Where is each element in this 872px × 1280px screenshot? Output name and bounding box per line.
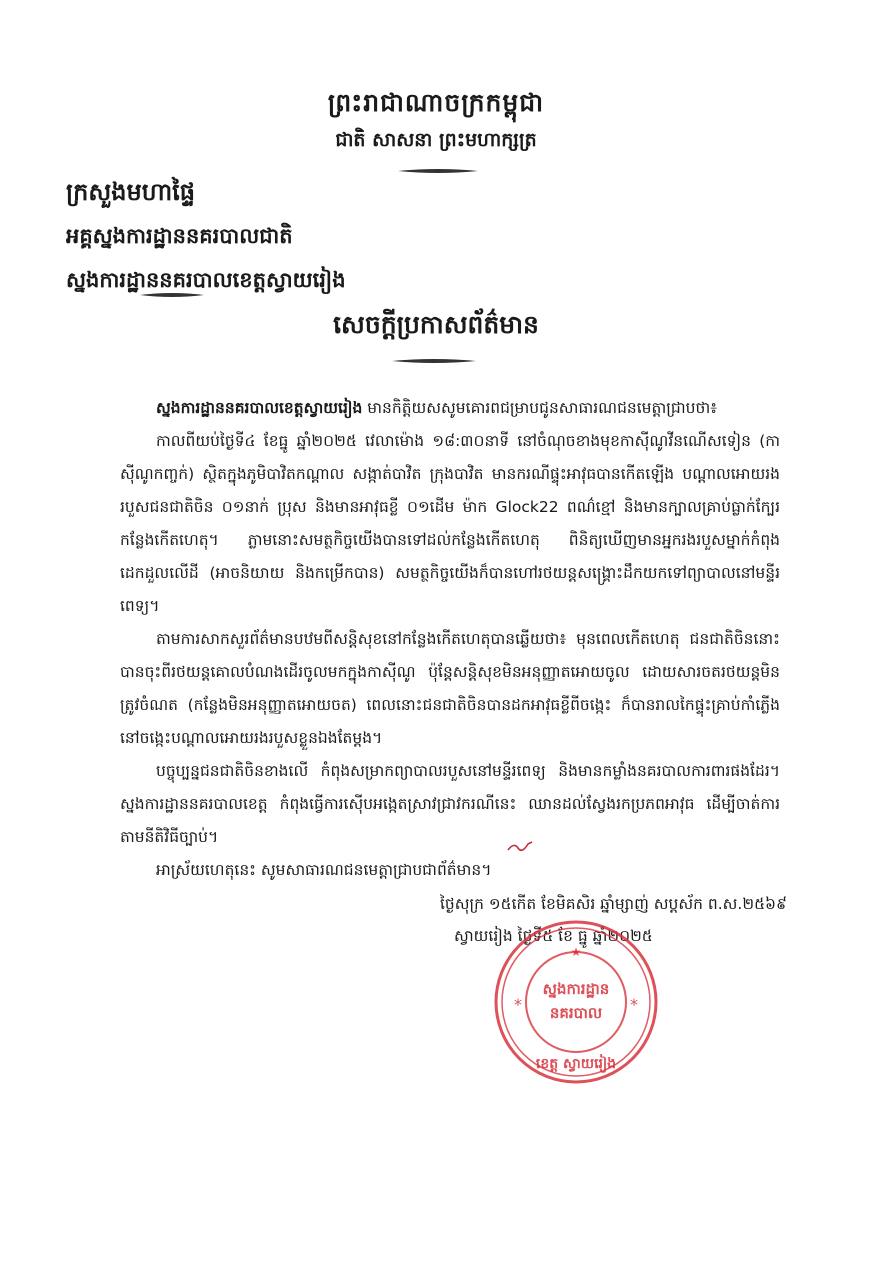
svg-text:*: * xyxy=(630,995,638,1014)
status-paragraph: បច្ចុប្បន្នជនជាតិចិនខាងលើ កំពុងសម្រាកព្យាបាលរបួសនៅមន្ទីរពេទ្យ និងមានកម្លាំងនគរបាលការពារផងដែរ។ ស្នងការដ្ឋាននគរបាលខេត្ត កំពុងធ្វើការស៊ើបអង្កេតស្រាវជ្រាវករណីនេះ ឈានដល់ស្វែងរកប្រភពអាវុធ ដើម្បីចាត់ការតាមនីតិវិធីច្បាប់។ xyxy=(120,762,780,846)
header-ornament-divider xyxy=(398,168,478,174)
title-ornament-divider xyxy=(392,358,476,364)
solar-date: ស្វាយរៀង ថ្ងៃទី៥ ខែ ធ្នូ ឆ្នាំ២០២៥ xyxy=(454,927,653,945)
provincial-commissariat-name: ស្នងការដ្ឋាននគរបាលខេត្តស្វាយរៀង xyxy=(66,268,346,292)
svg-text:ខេត្ត ស្វាយរៀង: ខេត្ត ស្វាយរៀង xyxy=(535,1056,617,1072)
signature-mark xyxy=(506,838,534,856)
ministry-block xyxy=(66,170,346,302)
ministry-name: ក្រសួងមហាផ្ទៃ xyxy=(66,178,196,206)
notice-body xyxy=(120,392,780,887)
svg-text:ស្នងការដ្ឋាន: ស្នងការដ្ឋាន xyxy=(542,980,610,998)
inquiry-paragraph: តាមការសាកសួរព័ត៌មានបឋមពីសន្តិសុខនៅកន្លែងកើតហេតុបានឆ្លើយថា៖ មុនពេលកើតហេតុ ជនជាតិចិននោះ បានចុះពីរថយន្តគោលបំណងដើរចូលមកក្នុងកាស៊ីណូ ប៉ុន្តែសន្តិសុខមិនអនុញ្ញាតអោយចូល ដោយសារចតរថយន្តមិនត្រូវចំណត (កន្លែងមិនអនុញ្ញាតអោយចត) ពេលនោះជនជាតិចិនបានដកអាវុធខ្លីពីចង្កេះ ក៏បានរាលកៃផ្ទុះគ្រាប់កាំភ្លើងនៅចង្កេះបណ្តាលអោយរងរបួសខ្លួនឯងតែម្តង។ xyxy=(120,630,780,747)
intro-text: មានកិត្តិយសសូមគោរពជម្រាបជូនសាធារណជនមេត្តាជ្រាបថា៖ xyxy=(362,399,718,417)
intro-paragraph xyxy=(120,392,780,425)
ministry-ornament-divider xyxy=(140,292,204,298)
intro-lead: ស្នងការដ្ឋាននគរបាលខេត្តស្វាយរៀង xyxy=(156,399,363,417)
svg-text:★: ★ xyxy=(570,945,582,959)
official-seal-stamp xyxy=(492,918,660,1086)
lunar-date: ថ្ងៃសុក្រ ១៥កើត ខែមិគសិរ ឆ្នាំម្សាញ់ សប្តស័ក ព.ស.២៥៦៩ xyxy=(440,895,787,913)
svg-text:*: * xyxy=(514,995,522,1014)
general-commissariat-name: អគ្គស្នងការដ្ឋាននគរបាលជាតិ xyxy=(66,224,293,248)
closing-paragraph: អាស្រ័យហេតុនេះ សូមសាធារណជនមេត្តាជ្រាបជាព័ត៌មាន។ xyxy=(156,861,492,879)
national-motto: ជាតិ សាសនា ព្រះមហាក្សត្រ xyxy=(335,129,537,151)
incident-paragraph: កាលពីយប់ថ្ងៃទី៤ ខែធ្នូ ឆ្នាំ២០២៥ វេលាម៉ោង ១៨:៣០នាទី នៅចំណុចខាងមុខកាស៊ីណូវីនណើសទៀន (កាស៊ីណូកញ្ចក់) ស្ថិតក្នុងភូមិបាវិតកណ្តាល សង្កាត់បាវិត ក្រុងបាវិត មានករណីផ្ទុះអាវុធបានកើតឡើង បណ្តាលអោយរងរបួសជនជាតិចិន ០១នាក់ ប្រុស និងមានអាវុធខ្លី ០១ដើម ម៉ាក Glock22 ពណ៌ខ្មៅ និងមានក្បាលគ្រាប់ធ្លាក់ក្បែរកន្លែងកើតហេតុ។ ភ្លាមនោះសមត្ថកិច្ចយើងបានទៅដល់កន្លែងកើតហេតុ ពិនិត្យឃើញមានអ្នករងរបួសម្នាក់កំពុងដេកដួលលើដី (អាចនិយាយ និងកម្រើកបាន) សមត្ថកិច្ចយើងក៏បានហៅរថយន្តសង្គ្រោះដឹកយកទៅព្យាបាលនៅមន្ទីរពេទ្យ។ xyxy=(120,432,780,615)
notice-title: សេចក្តីប្រកាសព័ត៌មាន xyxy=(333,310,539,339)
kingdom-heading: ព្រះរាជាណាចក្រកម្ពុជា xyxy=(327,88,545,117)
svg-text:នគរបាល: នគរបាល xyxy=(549,1004,603,1022)
